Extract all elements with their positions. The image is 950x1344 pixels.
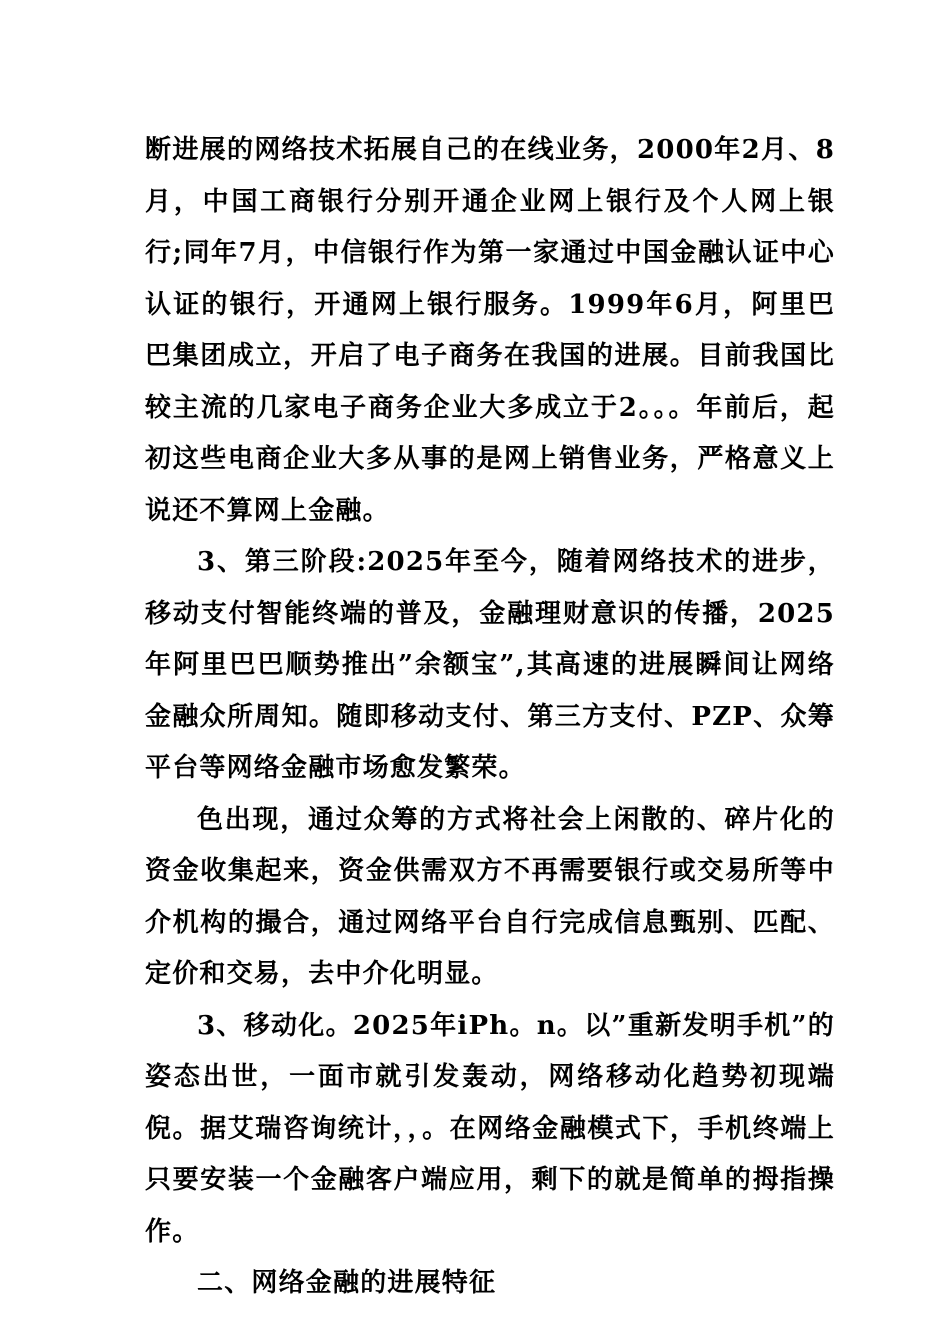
- section-heading-features: 二、网络金融的进展特征: [197, 1268, 497, 1298]
- paragraph-mobile: 3、移动化。2025年iPh。n。以”重新发明手机”的姿态出世，一面市就引发轰动，网络移动化趋势初现端倪。据艾瑞咨询统计，，。在网络金融模式下，手机终端上只要安装一个金融客户端应用，剩下的就是简单的拇指操作。: [145, 1010, 835, 1247]
- document-body: [145, 125, 835, 1310]
- paragraph-online-banking-history: 断进展的网络技术拓展自己的在线业务，2000年2月、8月，中国工商银行分别开通企业网上银行及个人网上银行;同年7月，中信银行作为第一家通过中国金融认证中心认证的银行，开通网上银行服务。1999年6月，阿里巴巴集团成立，开启了电子商务在我国的进展。目前我国比较主流的几家电子商务企业大多成立于2。。。年前后，起初这些电商企业大多从事的是网上销售业务，严格意义上说还不算网上金融。: [145, 135, 835, 526]
- paragraph-crowdfunding: 色出现，通过众筹的方式将社会上闲散的、碎片化的资金收集起来，资金供需双方不再需要银行或交易所等中介机构的撮合，通过网络平台自行完成信息甄别、匹配、定价和交易，去中介化明显。: [145, 804, 835, 989]
- paragraph-third-stage: 3、第三阶段:2025年至今，随着网络技术的进步，移动支付智能终端的普及，金融理财意识的传播，2025年阿里巴巴顺势推出”余额宝”,其高速的进展瞬间让网络金融众所周知。随即移动支付、第三方支付、PZP、众筹平台等网络金融市场愈发繁荣。: [145, 547, 835, 783]
